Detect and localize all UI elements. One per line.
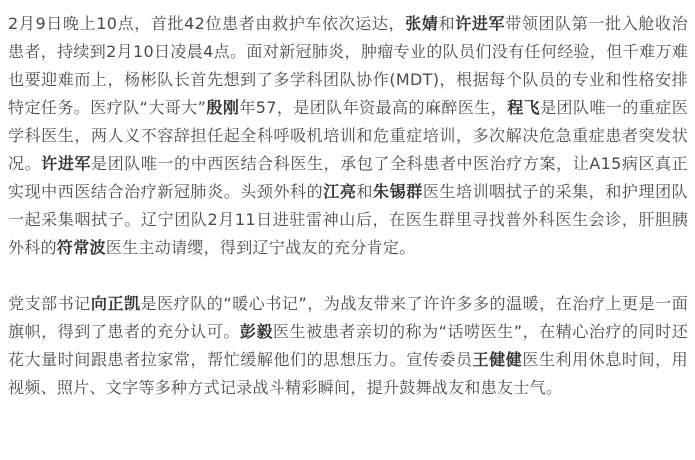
doctor-name-xu-jinjun-2: 许进军	[41, 154, 92, 173]
text-segment: 医生利用休息时间，用视频、照片、文字等多种方式记录战斗精彩瞬间，提升鼓舞战友和患友士气。	[8, 350, 688, 397]
doctor-name-zhu-xiqun: 朱锡群	[373, 182, 423, 201]
doctor-name-peng-yi: 彭毅	[239, 322, 274, 341]
text-segment: 和	[356, 182, 374, 201]
text-segment: 和	[438, 14, 456, 33]
article-body	[8, 0, 688, 402]
text-segment: 党支部书记	[8, 294, 91, 313]
paragraph-party-branch	[8, 290, 688, 402]
text-segment: 医生培训咽拭子的采集，和护理团队一起采集咽拭子。辽宁团队2月11日进驻雷神山后，在医生群里寻找普外科医生会诊，肝胆胰外科的	[8, 182, 688, 257]
text-segment: 2月9日晚上10点，首批42位患者由救护车依次运达，	[8, 14, 406, 33]
doctor-name-cheng-fei: 程飞	[507, 98, 541, 117]
text-segment: 带领团队第一批入舱收治患者，持续到2月10日凌晨4点。面对新冠肺炎，肿瘤专业的队员们没有任何经验，但千难万难也要迎难而上，杨彬队长首先想到了多学科团队协作(MDT)，根据每个队员的专业和性格安排特定任务。医疗队“大哥大”	[8, 14, 688, 117]
doctor-name-xu-jinjun: 许进军	[455, 14, 506, 33]
doctor-name-wang-jianjian: 王健健	[472, 350, 523, 369]
doctor-name-yin-gang: 殷刚	[206, 98, 240, 117]
doctor-name-zhang-jing: 张婧	[405, 14, 439, 33]
text-segment: 是团队唯一的中西医结合科医生，承包了全科患者中医治疗方案，让A15病区真正实现中西医结合治疗新冠肺炎。头颈外科的	[8, 154, 689, 201]
text-segment: 医生被患者亲切的称为“话唠医生”，在精心治疗的同时还花大量时间跟患者拉家常，帮忙缓解他们的思想压力。宣传委员	[8, 322, 688, 369]
doctor-name-fu-changbo: 符常波	[56, 238, 106, 257]
text-segment: 医生主动请缨，得到辽宁战友的充分肯定。	[105, 238, 416, 257]
paragraph-team-deployment	[8, 0, 688, 262]
doctor-name-jiang-liang: 江亮	[323, 182, 357, 201]
text-segment: 是团队唯一的重症医学科医生，两人义不容辞担任起全科呼吸机培训和危重症培训，多次解决危急重症患者突发状况。	[8, 98, 689, 173]
text-segment: 年57，是团队年资最高的麻醉医生，	[239, 98, 508, 117]
text-segment: 是医疗队的“暖心书记”，为战友带来了许许多多的温暖，在治疗上更是一面旗帜，得到了患者的充分认可。	[8, 294, 689, 341]
doctor-name-xiang-zhengkai: 向正凯	[90, 294, 141, 313]
